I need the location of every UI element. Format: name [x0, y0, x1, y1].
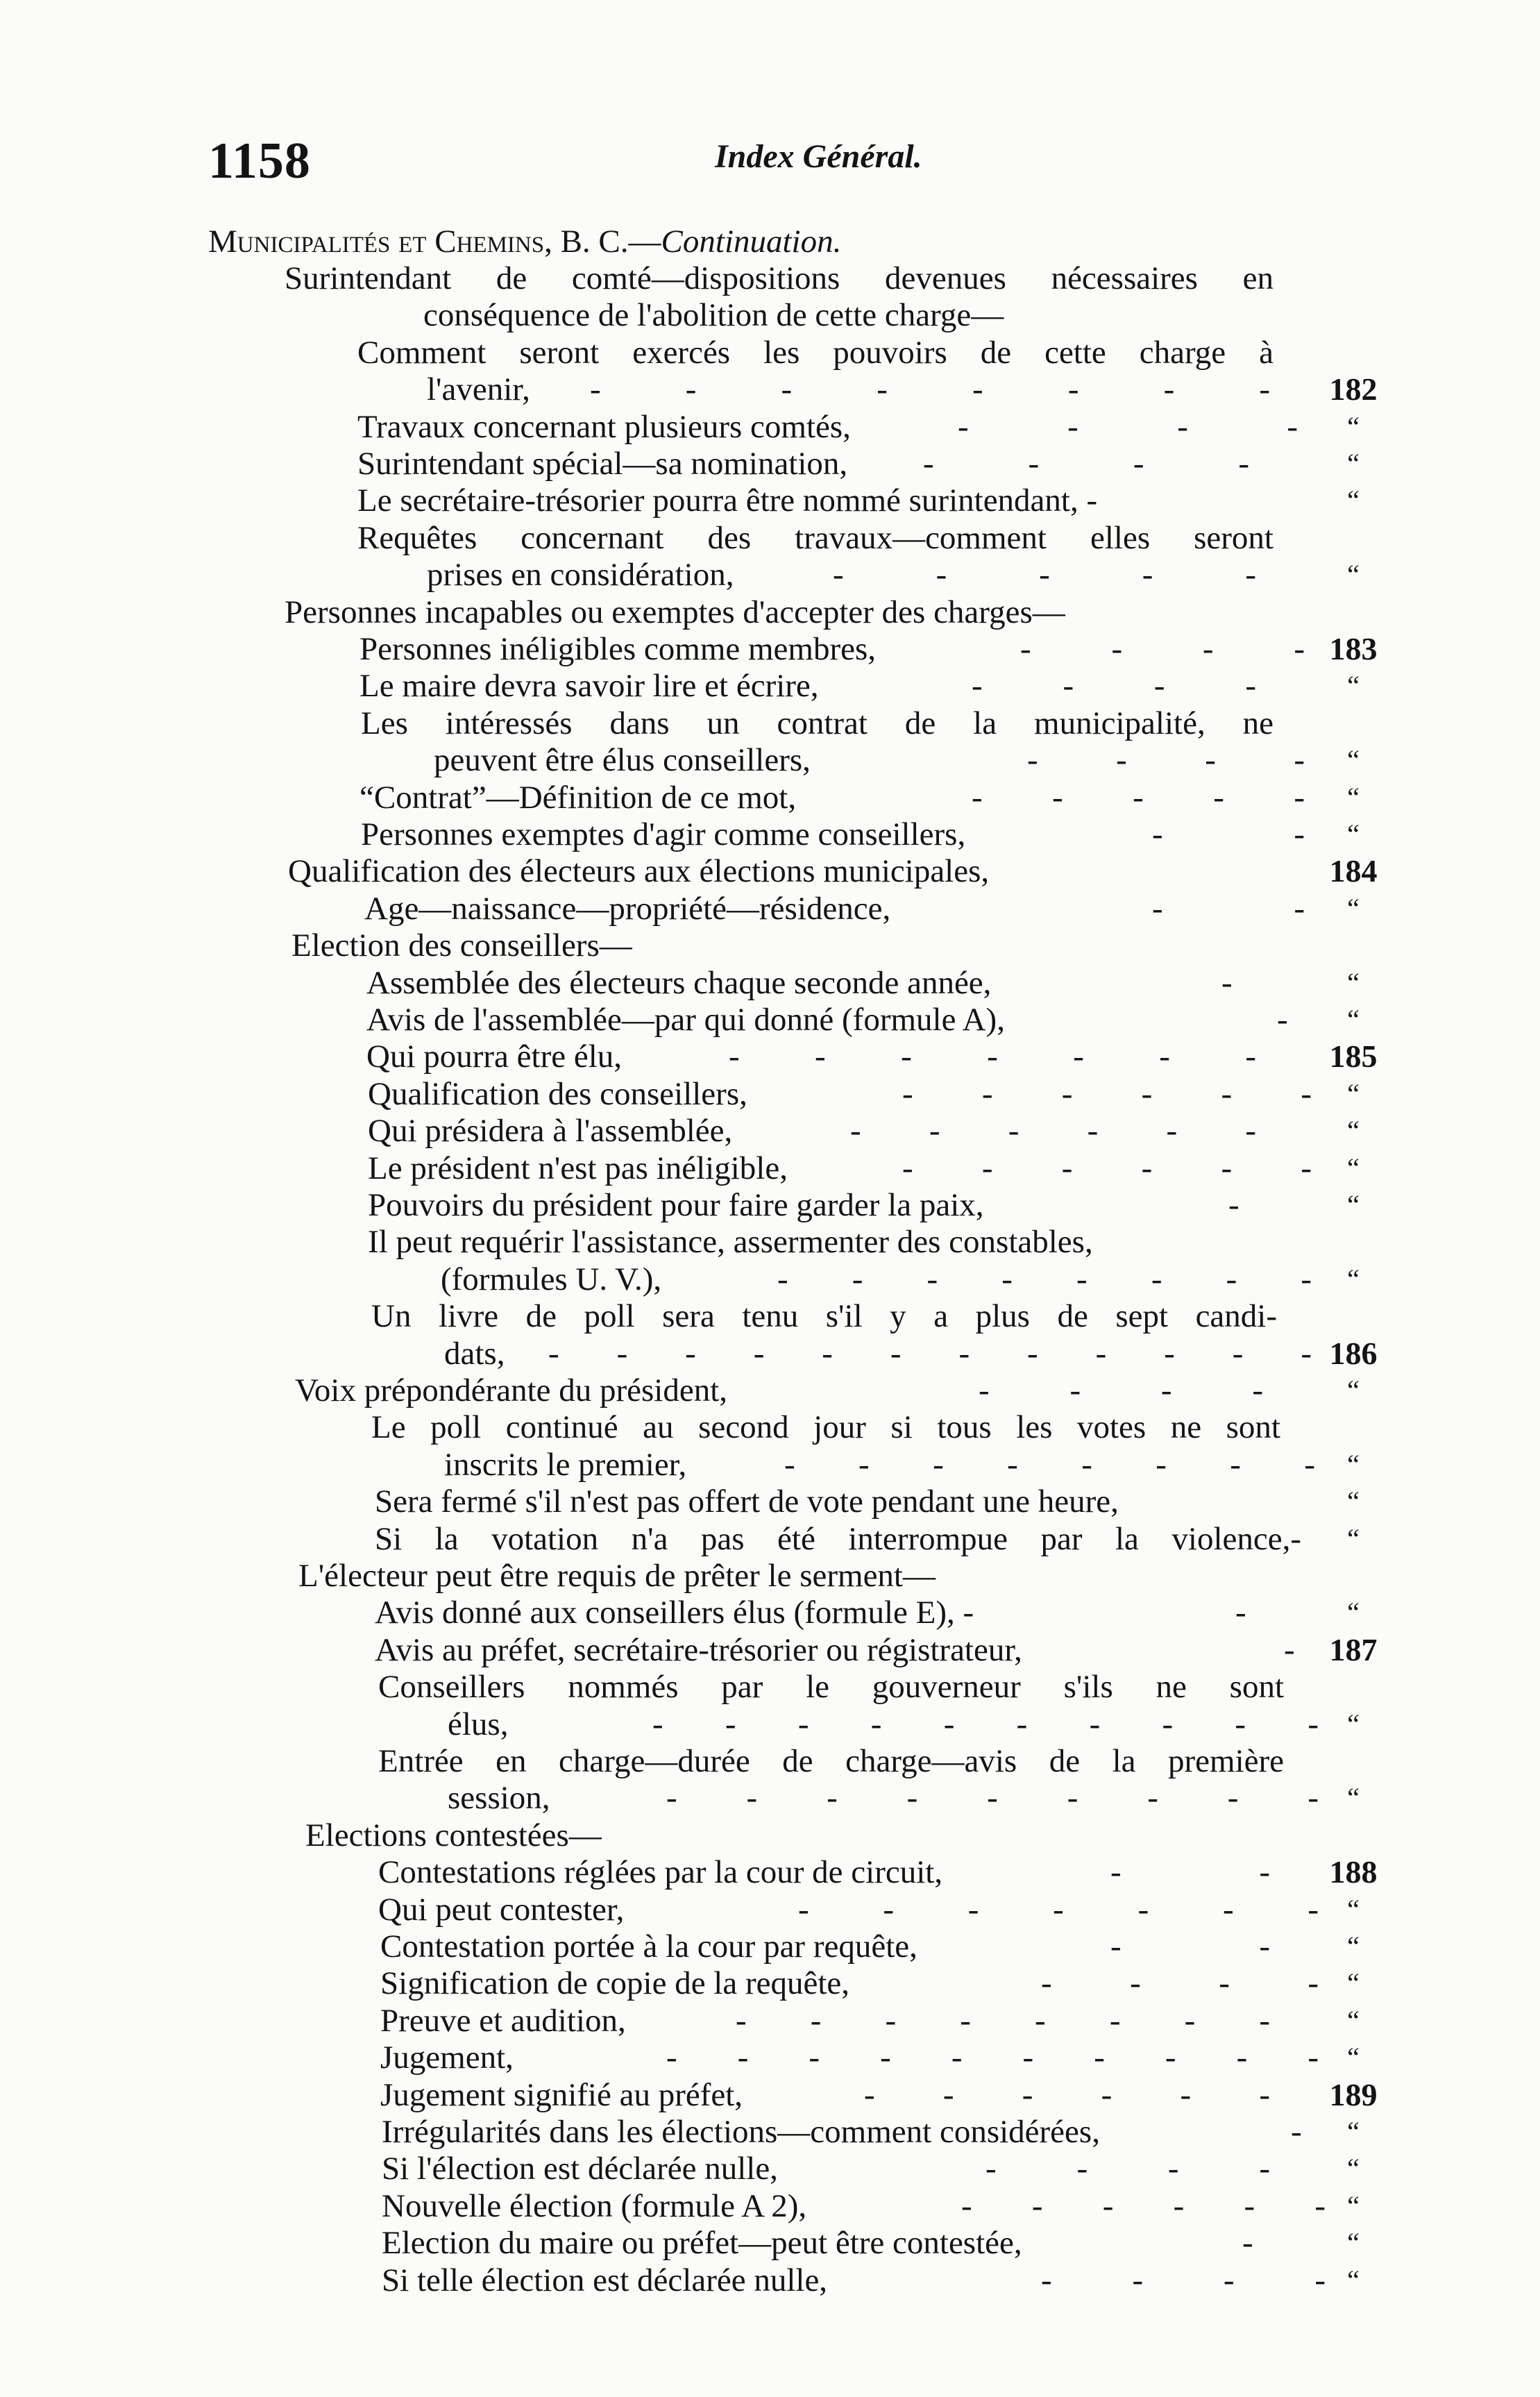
index-entry: [295, 1372, 1395, 1408]
dot-leader: - - - -: [972, 668, 1256, 704]
index-entry: [357, 520, 1395, 556]
index-entry-text: “Contrat”—Définition de ce mot,: [359, 780, 797, 816]
index-entry-text: Qui peut contester,: [378, 1892, 625, 1928]
index-entry: [375, 1595, 1395, 1631]
ditto-mark: “: [1347, 744, 1360, 775]
index-entry-text: Si la votation n'a pas été interrompue par la violence,-: [375, 1521, 1301, 1557]
ditto-mark: “: [1347, 1152, 1360, 1184]
index-entry: [378, 1892, 1395, 1928]
dot-leader: - - - - - - - - - -: [666, 2039, 1319, 2076]
index-entry: [359, 631, 1395, 667]
ditto-mark: “: [1347, 2153, 1360, 2184]
section-heading-continuation: Continuation.: [661, 224, 842, 260]
index-entry: [380, 1965, 1395, 2001]
index-entry: [382, 2262, 1395, 2298]
dot-leader: - - - -: [1027, 742, 1305, 778]
index-entry-text: Le président n'est pas inéligible,: [368, 1150, 788, 1186]
index-entry: [444, 1336, 1395, 1372]
index-entry-text: Avis au préfet, secrétaire-trésorier ou régistrateur,: [375, 1632, 1022, 1668]
index-entry-text: Jugement,: [380, 2039, 514, 2076]
ditto-mark: “: [1347, 411, 1360, 442]
index-entry: [448, 1706, 1395, 1742]
dot-leader: - - - - - -: [902, 1150, 1312, 1186]
index-entry: [359, 668, 1395, 704]
ditto-mark: “: [1347, 1967, 1360, 1999]
index-entry: [423, 297, 1395, 333]
ditto-mark: “: [1347, 967, 1360, 998]
index-entry-text: Le poll continué au second jour si tous les votes ne sont: [371, 1409, 1280, 1445]
index-entry: [444, 1447, 1395, 1483]
index-entry-text: Personnes exemptes d'agir comme conseillers,: [361, 816, 966, 852]
index-entry-text: Il peut requérir l'assistance, assermenter des constables,: [368, 1224, 1093, 1260]
index-entry: [368, 1076, 1395, 1112]
index-entry: [357, 335, 1395, 371]
index-entry: [382, 2225, 1395, 2261]
index-entry-text: Irrégularités dans les élections—comment considérées,: [382, 2114, 1100, 2150]
index-entry: [382, 2188, 1395, 2224]
dot-leader: - - - - - - - -: [590, 371, 1270, 407]
index-entry-text: Elections contestées—: [305, 1817, 602, 1853]
dot-leader: - - - - - - -: [798, 1892, 1319, 1928]
index-entry: [357, 446, 1395, 482]
ditto-mark: “: [1347, 1931, 1360, 1962]
index-entry-text: inscrits le premier,: [444, 1447, 687, 1483]
index-entry-text: Age—naissance—propriété—résidence,: [364, 891, 891, 927]
index-entry: [380, 2003, 1395, 2039]
index-entry-text: Qui pourra être élu,: [366, 1038, 623, 1075]
index-entry-text: Si telle élection est déclarée nulle,: [382, 2262, 828, 2298]
index-entry: [298, 1558, 1395, 1594]
dot-leader: - - - - -: [972, 780, 1305, 816]
index-entry-text: Preuve et audition,: [380, 2003, 626, 2039]
ditto-mark: “: [1347, 1004, 1360, 1035]
index-entry-text: Avis donné aux conseillers élus (formule E), -: [375, 1595, 974, 1631]
dot-leader: -: [1277, 1002, 1288, 1038]
index-entry-text: Sera fermé s'il n'est pas offert de vote pendant une heure,: [375, 1483, 1119, 1520]
ditto-mark: “: [1347, 670, 1360, 701]
index-entry-text: Qualification des conseillers,: [368, 1076, 747, 1112]
index-entry: [375, 1521, 1395, 1557]
index-entry-text: prises en considération,: [427, 557, 734, 593]
index-entry: [382, 2151, 1395, 2187]
index-entry: [357, 409, 1395, 445]
index-entry-text: Assemblée des électeurs chaque seconde année,: [366, 965, 992, 1001]
ditto-mark: “: [1347, 782, 1360, 813]
index-entry: [285, 260, 1395, 296]
running-title: Index Général.: [715, 138, 922, 175]
ditto-mark: “: [1347, 893, 1360, 924]
index-entry-text: Un livre de poll sera tenu s'il y a plus de sept candi-: [371, 1298, 1277, 1334]
dot-leader: -: [1235, 1595, 1246, 1631]
dot-leader: - - - -: [958, 409, 1298, 445]
index-entry-text: Entrée en charge—durée de charge—avis de la première: [378, 1743, 1284, 1779]
dot-leader: - - - -: [1020, 631, 1305, 667]
page-reference: 183: [1329, 631, 1378, 666]
index-entry: [441, 1261, 1395, 1297]
index-entry-text: Conseillers nommés par le gouverneur s'ils ne sont: [378, 1669, 1284, 1705]
index-entry-text: Qualification des électeurs aux élections municipales,: [288, 853, 990, 889]
index-entry-text: Surintendant spécial—sa nomination,: [357, 446, 848, 482]
index-entry-text: Election des conseillers—: [291, 927, 632, 964]
index-entry-text: Le maire devra savoir lire et écrire,: [359, 668, 819, 704]
index-entry-text: Travaux concernant plusieurs comtés,: [357, 409, 851, 445]
index-entry-text: Election du maire ou préfet—peut être contestée,: [382, 2225, 1022, 2261]
page-number: 1158: [208, 133, 311, 190]
index-entry: [285, 594, 1395, 630]
dot-leader: - - - - - -: [850, 1113, 1256, 1149]
index-entry: [380, 1928, 1395, 1965]
dot-leader: - - - - - - - - - - - -: [548, 1336, 1312, 1372]
dot-leader: -: [1291, 2114, 1302, 2150]
ditto-mark: “: [1347, 2190, 1360, 2221]
ditto-mark: “: [1347, 2005, 1360, 2036]
index-entry: [434, 742, 1395, 778]
ditto-mark: “: [1347, 818, 1360, 850]
ditto-mark: “: [1347, 1189, 1360, 1220]
dot-leader: - - - -: [1041, 1965, 1319, 2001]
index-entry-text: Nouvelle élection (formule A 2),: [382, 2188, 807, 2224]
ditto-mark: “: [1347, 1597, 1360, 1628]
dot-leader: - - - -: [985, 2151, 1270, 2187]
index-entry-text: Voix prépondérante du président,: [295, 1372, 728, 1408]
ditto-mark: “: [1347, 1263, 1360, 1295]
section-heading: [208, 224, 1319, 260]
dot-leader: - -: [1110, 1854, 1270, 1890]
dot-leader: - - - - - - - -: [736, 2003, 1270, 2039]
index-entry: [366, 1002, 1395, 1038]
ditto-mark: “: [1347, 1374, 1360, 1406]
index-entry: [366, 1038, 1395, 1075]
ditto-mark: “: [1347, 2227, 1360, 2258]
section-heading-text: Municipalités et Chemins, B. C.—: [208, 224, 661, 260]
index-entry: [448, 1780, 1395, 1816]
index-entry-text: Le secrétaire-trésorier pourra être nommé surintendant, -: [357, 482, 1098, 519]
dot-leader: - - - - - - - -: [777, 1261, 1312, 1297]
dot-leader: - - - - -: [833, 557, 1256, 593]
index-entry-text: Les intéressés dans un contrat de la municipalité, ne: [361, 705, 1274, 741]
dot-leader: -: [1228, 1187, 1239, 1223]
page-reference: 189: [1329, 2077, 1378, 2112]
page-reference: 188: [1329, 1854, 1378, 1890]
index-entry-text: Comment seront exercés les pouvoirs de cette charge à: [357, 335, 1274, 371]
index-entry: [380, 2039, 1395, 2076]
index-entry: [371, 1409, 1395, 1445]
dot-leader: - - - - - - - -: [784, 1447, 1315, 1483]
dot-leader: - -: [1152, 891, 1305, 927]
dot-leader: -: [1284, 1632, 1295, 1668]
index-entry: [361, 816, 1395, 852]
ditto-mark: “: [1347, 1078, 1360, 1109]
dot-leader: - - - - - -: [961, 2188, 1326, 2224]
index-entry-text: L'électeur peut être requis de prêter le serment—: [298, 1558, 936, 1594]
index-entry: [359, 780, 1395, 816]
index-entry-text: Personnes incapables ou exemptes d'accepter des charges—: [285, 594, 1065, 630]
ditto-mark: “: [1347, 448, 1360, 479]
dot-leader: - - - - - - - - -: [666, 1780, 1319, 1816]
dot-leader: - - - - - -: [864, 2077, 1270, 2113]
index-entry: [378, 1854, 1395, 1890]
index-entry: [361, 705, 1395, 741]
index-entry: [371, 1298, 1395, 1334]
index-entry: [427, 557, 1395, 593]
index-entry-text: Signification de copie de la requête,: [380, 1965, 850, 2001]
ditto-mark: “: [1347, 1523, 1360, 1554]
index-entry-text: Avis de l'assemblée—par qui donné (formule A),: [366, 1002, 1005, 1038]
index-entry: [288, 853, 1395, 889]
index-entry: [380, 2077, 1395, 2113]
index-entry-text: Pouvoirs du président pour faire garder la paix,: [368, 1187, 984, 1223]
index-entry: [375, 1483, 1395, 1520]
dot-leader: - - - -: [979, 1372, 1263, 1408]
dot-leader: -: [1242, 2225, 1253, 2261]
index-entry-text: Si l'élection est déclarée nulle,: [382, 2151, 778, 2187]
dot-leader: - - - -: [923, 446, 1249, 482]
index-entry: [368, 1150, 1395, 1186]
ditto-mark: “: [1347, 1115, 1360, 1146]
index-entry-text: conséquence de l'abolition de cette charge—: [423, 297, 1004, 333]
ditto-mark: “: [1347, 485, 1360, 516]
page-reference: 186: [1329, 1336, 1378, 1371]
dot-leader: - - - - - -: [902, 1076, 1312, 1112]
page-reference: 187: [1329, 1632, 1378, 1667]
index-entry-text: dats,: [444, 1336, 505, 1372]
dot-leader: -: [1221, 965, 1233, 1001]
index-entry-text: Qui présidera à l'assemblée,: [368, 1113, 733, 1149]
index-entry: [366, 965, 1395, 1001]
dot-leader: - - - -: [1041, 2262, 1326, 2298]
page-reference: 182: [1329, 371, 1378, 407]
index-entry-text: élus,: [448, 1706, 509, 1742]
ditto-mark: “: [1347, 559, 1360, 590]
ditto-mark: “: [1347, 1449, 1360, 1480]
dot-leader: - - - - - - - - - -: [652, 1706, 1319, 1742]
dot-leader: - -: [1152, 816, 1305, 852]
index-entry: [368, 1224, 1395, 1260]
page-reference: 185: [1329, 1038, 1378, 1074]
index-entry-text: Surintendant de comté—dispositions devenues nécessaires en: [285, 260, 1274, 296]
ditto-mark: “: [1347, 2042, 1360, 2073]
ditto-mark: “: [1347, 1782, 1360, 1813]
index-entry: [368, 1113, 1395, 1149]
index-entry: [357, 482, 1395, 519]
index-entry: [427, 371, 1395, 407]
index-entry: [382, 2114, 1395, 2150]
index-entry-text: Requêtes concernant des travaux—comment elles seront: [357, 520, 1274, 556]
index-entry: [375, 1632, 1395, 1668]
index-entry-text: Personnes inéligibles comme membres,: [359, 631, 877, 667]
index-entry-text: (formules U. V.),: [441, 1261, 662, 1297]
index-entry-text: Contestations réglées par la cour de circuit,: [378, 1854, 943, 1890]
page-reference: 184: [1329, 853, 1378, 889]
ditto-mark: “: [1347, 2116, 1360, 2147]
index-entry: [378, 1669, 1395, 1705]
ditto-mark: “: [1347, 1486, 1360, 1517]
index-entry: [305, 1817, 1395, 1853]
dot-leader: - - - - - - -: [729, 1038, 1256, 1075]
index-entry: [364, 891, 1395, 927]
index-entry-text: Contestation portée à la cour par requête,: [380, 1928, 917, 1965]
index-entry-text: session,: [448, 1780, 550, 1816]
dot-leader: - -: [1110, 1928, 1270, 1965]
ditto-mark: “: [1347, 2264, 1360, 2296]
index-entry: [368, 1187, 1395, 1223]
index-entry-text: peuvent être élus conseillers,: [434, 742, 811, 778]
ditto-mark: “: [1347, 1894, 1360, 1925]
index-entry: [378, 1743, 1395, 1779]
ditto-mark: “: [1347, 1708, 1360, 1740]
index-entry-text: l'avenir,: [427, 371, 530, 407]
index-entry-text: Jugement signifié au préfet,: [380, 2077, 743, 2113]
index-entry: [291, 927, 1395, 964]
